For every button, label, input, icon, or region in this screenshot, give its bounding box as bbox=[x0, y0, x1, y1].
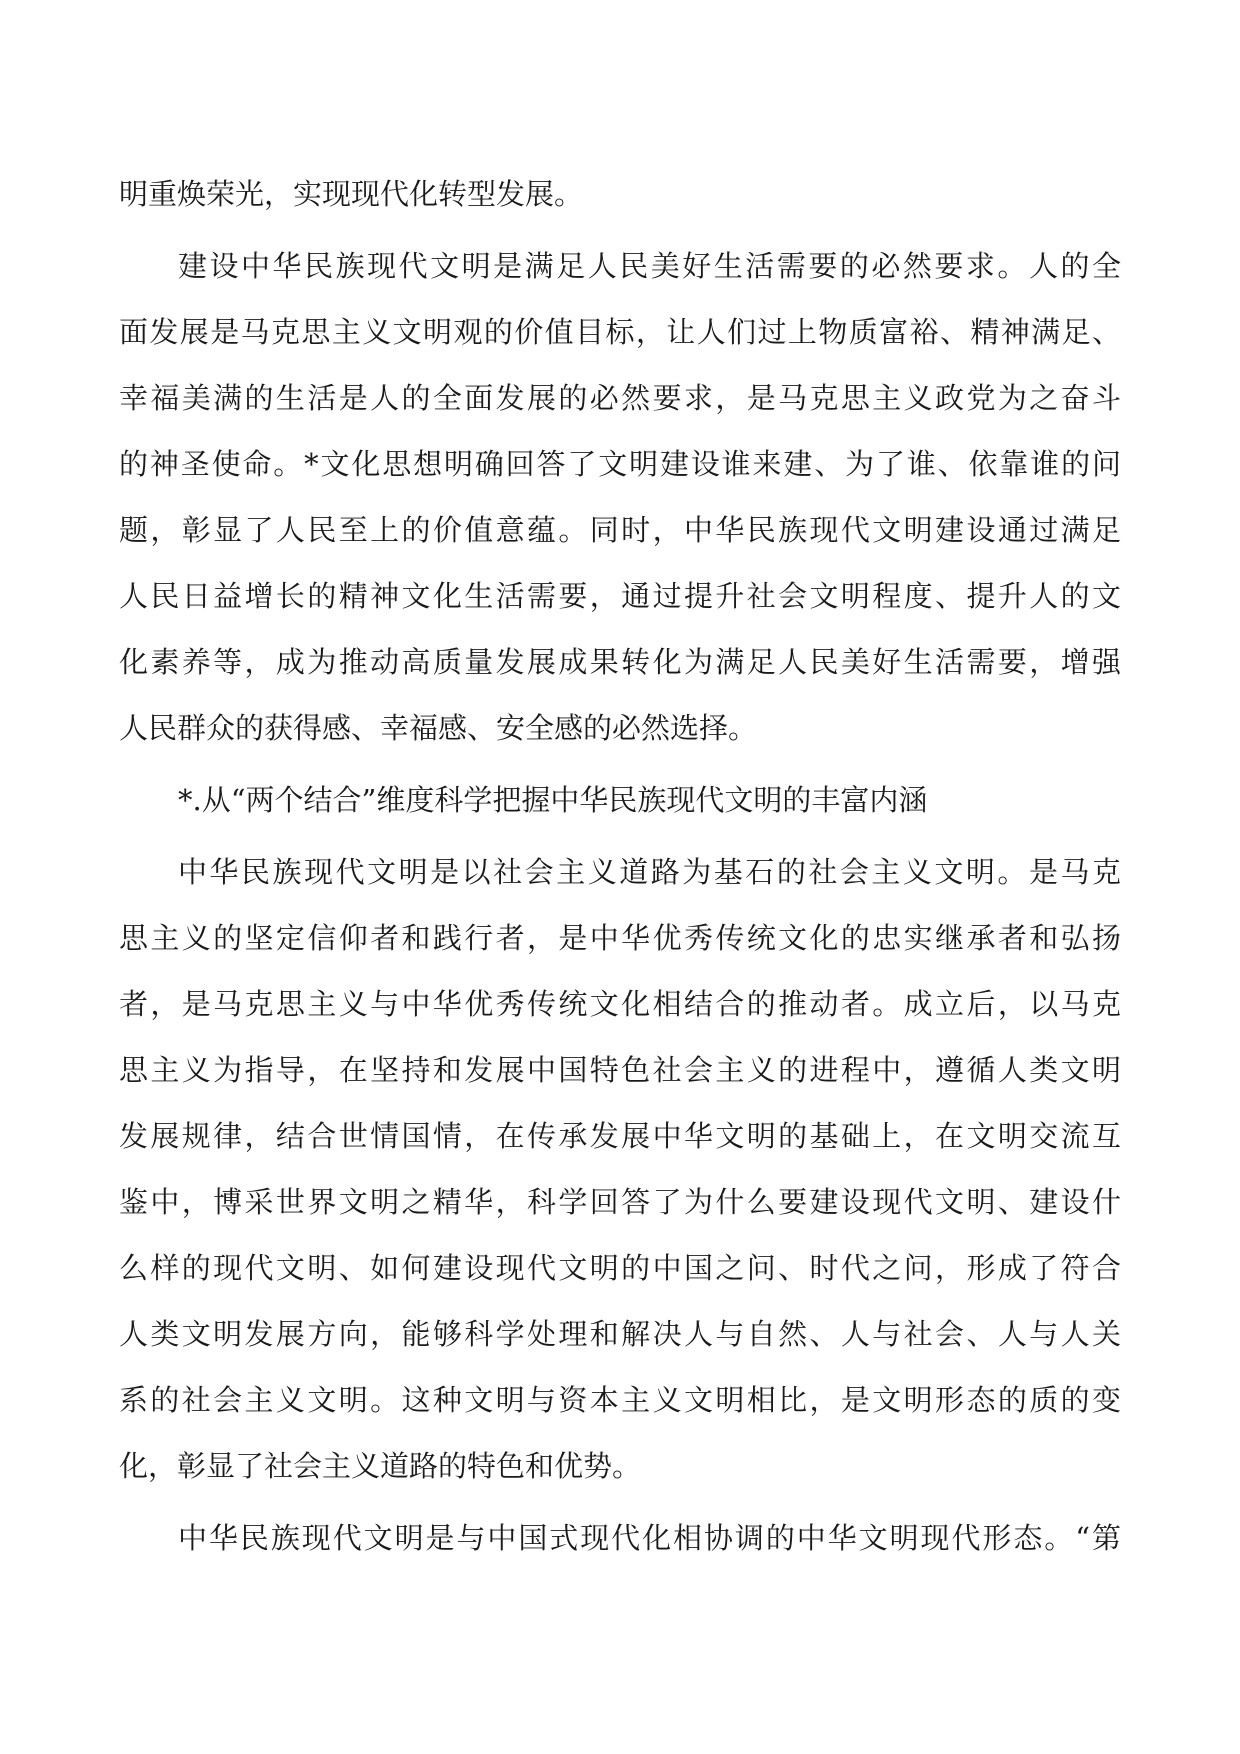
section-heading: *.从“两个结合”维度科学把握中华民族现代文明的丰富内涵 bbox=[178, 783, 928, 817]
text-line: 的神圣使命。*文化思想明确回答了文明建设谁来建、为了谁、依靠谁的问 bbox=[119, 447, 1121, 481]
text-line: 面发展是马克思主义文明观的价值目标，让人们过上物质富裕、精神满足、 bbox=[119, 315, 1121, 349]
text-line-paragraph-start: 建设中华民族现代文明是满足人民美好生活需要的必然要求。人的全 bbox=[178, 249, 1121, 283]
text-line: 鉴中，博采世界文明之精华，科学回答了为什么要建设现代文明、建设什 bbox=[119, 1185, 1121, 1219]
text-line-paragraph-end: 人民群众的获得感、幸福感、安全感的必然选择。 bbox=[119, 711, 758, 745]
text-line: 幸福美满的生活是人的全面发展的必然要求，是马克思主义政党为之奋斗 bbox=[119, 381, 1121, 415]
text-line: 题，彰显了人民至上的价值意蕴。同时，中华民族现代文明建设通过满足 bbox=[119, 513, 1121, 547]
text-line: 思主义的坚定信仰者和践行者，是中华优秀传统文化的忠实继承者和弘扬 bbox=[119, 921, 1121, 955]
text-line: 发展规律，结合世情国情，在传承发展中华文明的基础上，在文明交流互 bbox=[119, 1119, 1121, 1153]
text-line: 系的社会主义文明。这种文明与资本主义文明相比，是文明形态的质的变 bbox=[119, 1383, 1121, 1417]
text-line: 人类文明发展方向，能够科学处理和解决人与自然、人与社会、人与人关 bbox=[119, 1317, 1121, 1351]
text-line-paragraph-start: 中华民族现代文明是以社会主义道路为基石的社会主义文明。是马克 bbox=[178, 855, 1121, 889]
text-line: 思主义为指导，在坚持和发展中国特色社会主义的进程中，遵循人类文明 bbox=[119, 1053, 1121, 1087]
text-line-paragraph-end: 化，彰显了社会主义道路的特色和优势。 bbox=[119, 1449, 642, 1483]
text-line-paragraph-start: 中华民族现代文明是与中国式现代化相协调的中华文明现代形态。“第 bbox=[178, 1521, 1121, 1555]
text-line: 么样的现代文明、如何建设现代文明的中国之问、时代之问，形成了符合 bbox=[119, 1251, 1121, 1285]
text-line-paragraph-end: 明重焕荣光，实现现代化转型发展。 bbox=[119, 177, 584, 211]
text-line: 化素养等，成为推动高质量发展成果转化为满足人民美好生活需要，增强 bbox=[119, 645, 1121, 679]
text-line: 者，是马克思主义与中华优秀传统文化相结合的推动者。成立后，以马克 bbox=[119, 987, 1121, 1021]
text-line: 人民日益增长的精神文化生活需要，通过提升社会文明程度、提升人的文 bbox=[119, 579, 1121, 613]
